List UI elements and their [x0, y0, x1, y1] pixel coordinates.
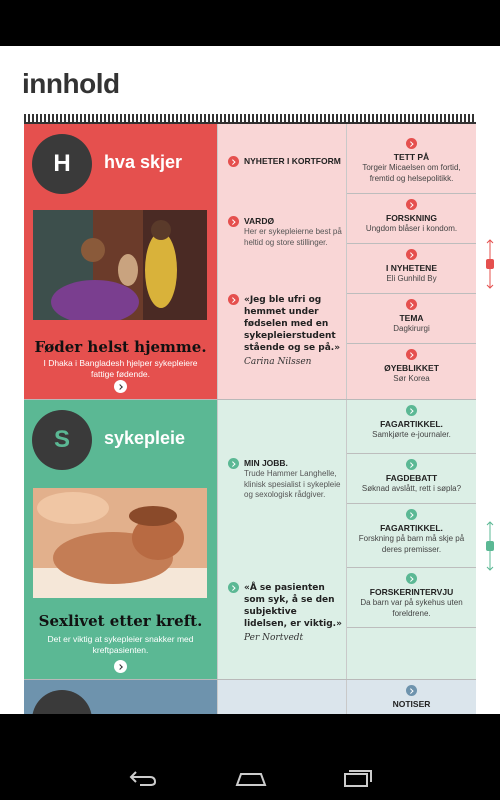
- chevron-right-icon: [228, 216, 239, 227]
- section-right-list: [347, 680, 476, 714]
- feature-headline: Føder helst hjemme.: [34, 338, 207, 356]
- chevron-right-icon: [406, 349, 417, 360]
- home-icon[interactable]: [235, 769, 267, 792]
- list-item[interactable]: FORSKNING Ungdom blåser i kondom.: [347, 194, 476, 244]
- recent-apps-icon[interactable]: [343, 769, 373, 792]
- section-sykepleie: [24, 400, 476, 680]
- feature-photo[interactable]: [33, 210, 207, 320]
- section-feature[interactable]: [24, 124, 217, 399]
- content-page[interactable]: [0, 46, 500, 714]
- chevron-right-icon: [228, 458, 239, 469]
- list-item[interactable]: TEMA Dagkirurgi: [347, 294, 476, 344]
- chevron-right-icon: [406, 685, 417, 696]
- section-title: hva skjer: [104, 152, 183, 172]
- section-letter-badge: [32, 690, 92, 714]
- list-item[interactable]: NOTISER: [347, 680, 476, 714]
- section-letter-badge: S: [32, 410, 92, 470]
- feature-open-icon[interactable]: [114, 380, 127, 393]
- feature-photo[interactable]: [33, 488, 207, 598]
- quote-item[interactable]: «Å se pasienten som syk, å se den subjektive lidelsen, er viktig.» Per Nortvedt: [228, 582, 342, 643]
- chevron-right-icon: [228, 294, 239, 305]
- section-middle: [217, 124, 347, 399]
- section-feature[interactable]: [24, 680, 217, 714]
- section-middle: [217, 680, 347, 714]
- section-third: [24, 680, 476, 714]
- navigation-bar: [0, 714, 500, 800]
- section-title: sykepleie: [104, 428, 186, 448]
- list-item[interactable]: FAGDEBATT Søknad avslått, rett i søpla?: [347, 454, 476, 504]
- section-right-list: [347, 124, 476, 399]
- scroll-hint-icon[interactable]: [483, 238, 497, 290]
- list-item[interactable]: FAGARTIKKEL. Forskning på barn må skje på deres premisser.: [347, 504, 476, 568]
- chevron-right-icon: [406, 459, 417, 470]
- section-right-list: [347, 400, 476, 679]
- status-bar: [0, 0, 500, 46]
- list-item[interactable]: TETT PÅ Torgeir Micaelsen om fortid, fremtid og helsepolitikk.: [347, 124, 476, 194]
- chevron-right-icon: [406, 299, 417, 310]
- section-middle: [217, 400, 347, 679]
- list-item[interactable]: FORSKERINTERVJU Da barn var på sykehus uten foreldrene.: [347, 568, 476, 628]
- chevron-right-icon: [406, 405, 417, 416]
- chevron-right-icon: [406, 509, 417, 520]
- chevron-right-icon: [406, 199, 417, 210]
- middle-item[interactable]: VARDØ Her er sykepleierne best på heltid og store stillinger.: [228, 216, 342, 248]
- chevron-right-icon: [406, 249, 417, 260]
- feature-open-icon[interactable]: [114, 660, 127, 673]
- section-hva-skjer: [24, 124, 476, 400]
- section-letter-badge: H: [32, 134, 92, 194]
- scroll-hint-icon[interactable]: [483, 520, 497, 572]
- quote-item[interactable]: «Jeg ble ufri og hemmet under fødselen med en sykepleierstudent stående og se på.» Carina Nilssen: [228, 294, 342, 367]
- ruler-divider: [24, 114, 476, 124]
- back-arrow-icon[interactable]: [128, 769, 158, 792]
- list-item[interactable]: FAGARTIKKEL. Samkjørte e-journaler.: [347, 400, 476, 454]
- chevron-right-icon: [406, 573, 417, 584]
- list-item[interactable]: ØYEBLIKKET Sør Korea: [347, 344, 476, 400]
- list-item[interactable]: I NYHETENE Eli Gunhild By: [347, 244, 476, 294]
- feature-headline: Sexlivet etter kreft.: [38, 612, 203, 630]
- feature-subtitle: I Dhaka i Bangladesh hjelper sykepleiere fattige fødende.: [43, 358, 198, 379]
- chevron-right-icon: [406, 138, 417, 149]
- chevron-right-icon: [228, 156, 239, 167]
- middle-item[interactable]: NYHETER I KORTFORM: [228, 156, 342, 167]
- section-feature[interactable]: [24, 400, 217, 679]
- feature-subtitle: Det er viktig at sykepleier snakker med kreftpasienten.: [47, 634, 194, 655]
- chevron-right-icon: [228, 582, 239, 593]
- middle-item[interactable]: MIN JOBB. Trude Hammer Langhelle, klinisk spesialist i sykepleie og sexologisk rådgiver.: [228, 458, 342, 501]
- page-title: innhold: [22, 68, 120, 99]
